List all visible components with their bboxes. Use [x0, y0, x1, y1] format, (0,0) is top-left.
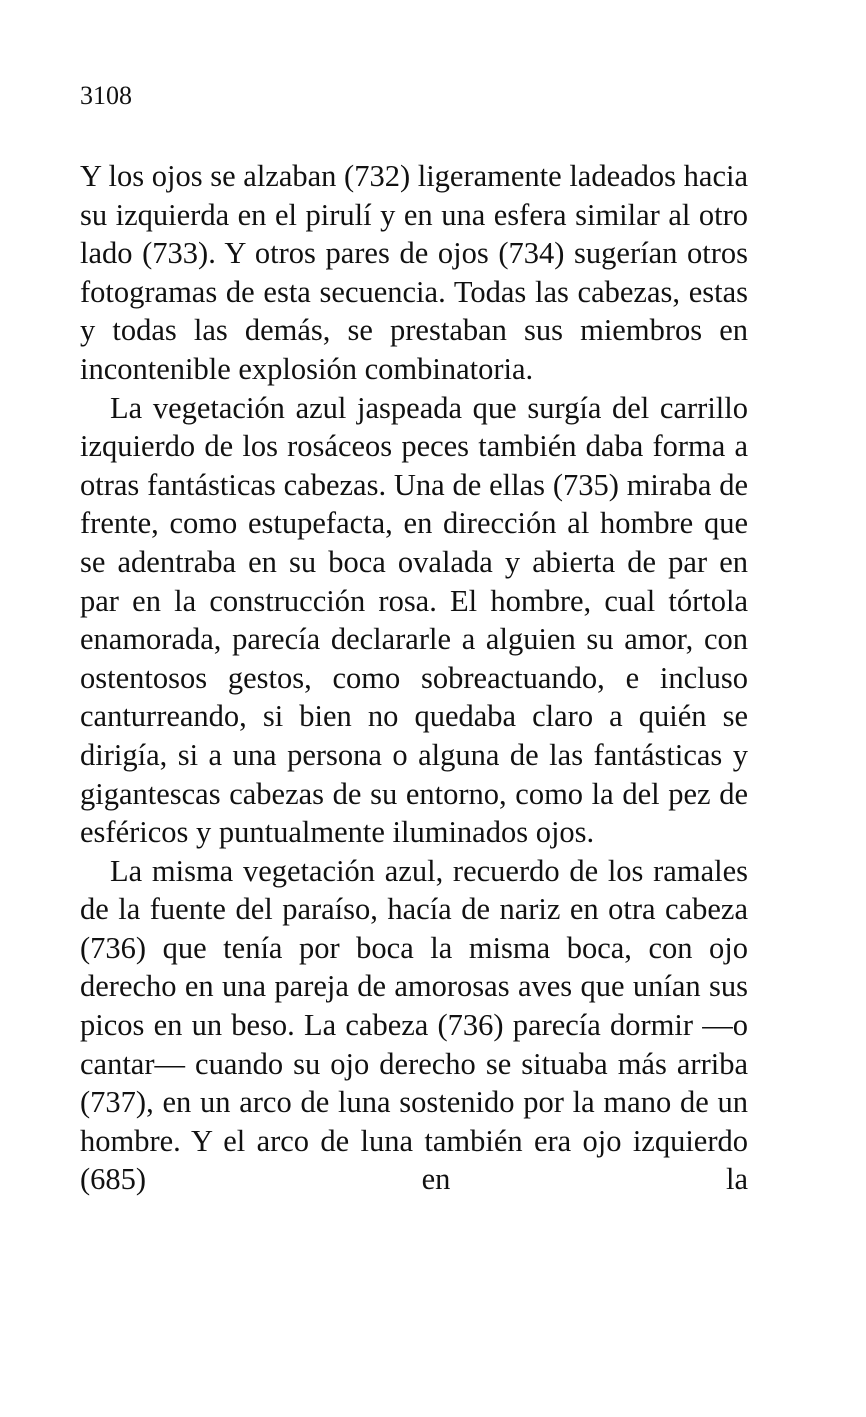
paragraph-1: Y los ojos se alzaban (732) ligeramente ladeados hacia su izquierda en el pirulí y en una esfera similar al otro lado (733). Y otros pares de ojos (734) sugerían otros fotogramas de esta secuencia. Todas las cabezas, estas y todas las demás, se prestaban sus miembros en incontenible explosión combinatoria. [80, 159, 748, 386]
paragraph-2: La vegetación azul jaspeada que surgía del carrillo izquierdo de los rosáceos peces también daba forma a otras fantásticas cabezas. Una de ellas (735) miraba de frente, como estupefacta, en dirección al hombre que se adentraba en su boca ovalada y abierta de par en par en la construcción rosa. El hombre, cual tórtola enamorada, parecía declararle a alguien su amor, con ostentosos gestos, como sobreactuando, e incluso canturreando, si bien no quedaba claro a quién se dirigía, si a una persona o alguna de las fantásticas y gigantescas cabezas de su entorno, como la del pez de esféricos y puntualmente iluminados ojos. [80, 390, 748, 850]
page-number: 3108 [80, 81, 132, 110]
paragraph-3: La misma vegetación azul, recuerdo de los ramales de la fuente del paraíso, hacía de nariz en otra cabeza (736) que tenía por boca la misma boca, con ojo derecho en una pareja de amorosas aves que unían sus picos en un beso. La cabeza (736) parecía dormir —o cantar— cuando su ojo derecho se situaba más arriba (737), en un arco de luna sostenido por la mano de un hombre. Y el arco de luna también era ojo izquierdo (685) en la [80, 853, 748, 1197]
body-text [80, 157, 748, 1199]
